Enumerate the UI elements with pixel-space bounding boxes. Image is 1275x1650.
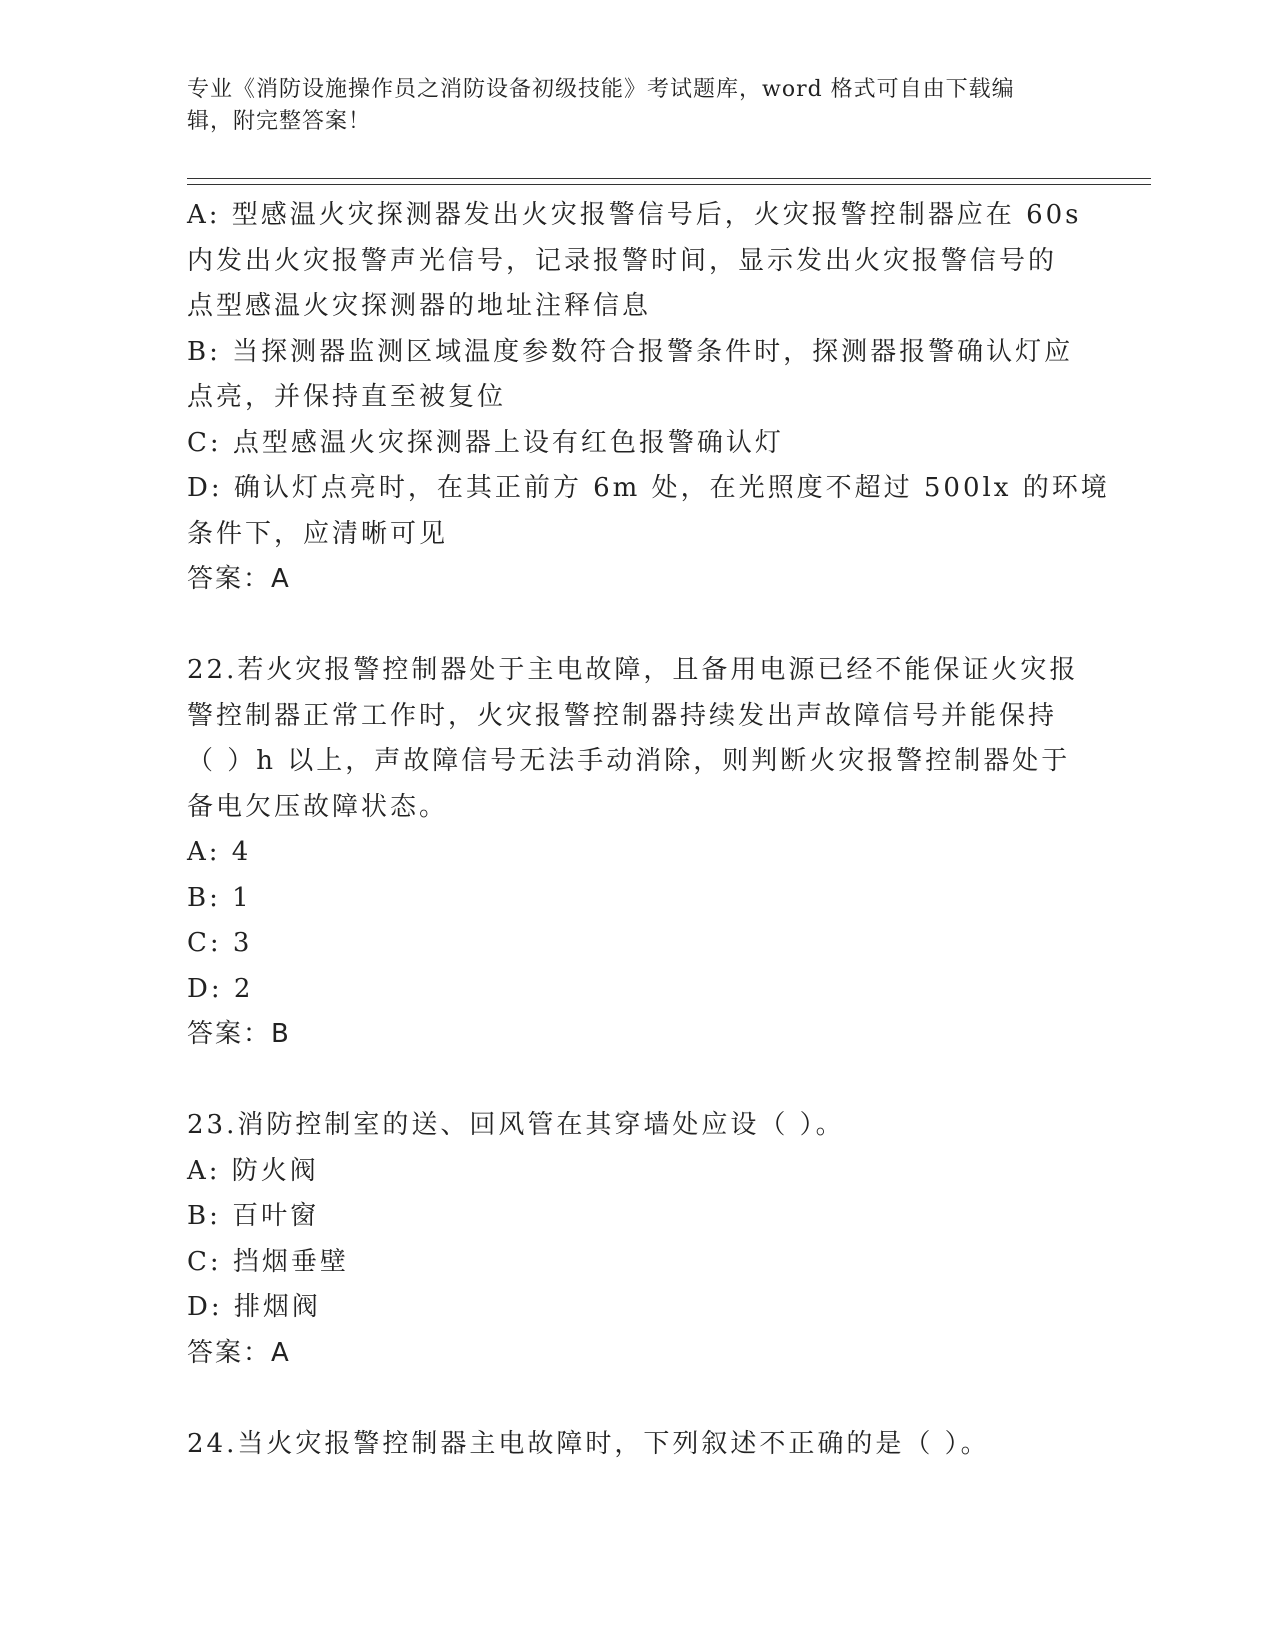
q23-option-b: B: 百叶窗: [187, 1201, 320, 1231]
q21-option-a-line-2: 内发出火灾报警声光信号，记录报警时间，显示发出火灾报警信号的: [187, 245, 1058, 276]
q21-option-a-line-3: 点型感温火灾探测器的地址注释信息: [187, 291, 652, 321]
q22-answer: 答案：B: [187, 1019, 291, 1049]
q22-stem-line-1: 22.若火灾报警控制器处于主电故障，且备用电源已经不能保证火灾报: [187, 655, 1079, 685]
question-24: [187, 1422, 1087, 1468]
spacer: [187, 603, 1087, 649]
q21-option-b-line-2: 点亮，并保持直至被复位: [187, 382, 507, 412]
question-23: [187, 1103, 1087, 1376]
q21-answer: 答案：A: [187, 564, 291, 594]
document-header: [187, 74, 1067, 138]
q21-option-d-line-1: D: 确认灯点亮时，在其正前方 6m 处，在光照度不超过 500lx 的环境: [187, 473, 1110, 503]
q22-stem-line-3: （ ）h 以上，声故障信号无法手动消除，则判断火灾报警控制器处于: [187, 746, 1071, 776]
q21-option-c: C: 点型感温火灾探测器上设有红色报警确认灯: [187, 427, 784, 458]
q23-option-a: A: 防火阀: [187, 1155, 319, 1186]
q23-option-d: D: 排烟阀: [187, 1292, 321, 1322]
q21-option-d-line-2: 条件下，应清晰可见: [187, 518, 449, 549]
question-22: [187, 648, 1087, 1058]
q22-option-b: B: 1: [187, 882, 252, 913]
header-line-1: 专业《消防设施操作员之消防设备初级技能》考试题库，word 格式可自由下载编: [187, 77, 1015, 102]
q21-option-b-line-1: B: 当探测器监测区域温度参数符合报警条件时，探测器报警确认灯应: [187, 336, 1074, 367]
q23-answer: 答案：A: [187, 1337, 291, 1368]
header-line-2: 辑，附完整答案！: [187, 109, 372, 134]
header-divider-top: [187, 178, 1151, 179]
q22-option-d: D: 2: [187, 973, 254, 1004]
q22-stem-line-4: 备电欠压故障状态。: [187, 791, 449, 822]
q24-stem: 24.当火灾报警控制器主电故障时，下列叙述不正确的是（ ）。: [187, 1428, 990, 1459]
question-21-options: [187, 193, 1110, 603]
header-divider-bottom: [187, 184, 1151, 185]
document-body: [187, 193, 1110, 1467]
q23-option-c: C: 挡烟垂壁: [187, 1246, 349, 1277]
q21-option-a-line-1: A: 型感温火灾探测器发出火灾报警信号后，火灾报警控制器应在 60s: [187, 200, 1082, 230]
spacer: [187, 1376, 1087, 1422]
q22-option-a: A: 4: [187, 837, 252, 867]
q23-stem: 23.消防控制室的送、回风管在其穿墙处应设（ ）。: [187, 1110, 845, 1140]
spacer: [187, 1058, 1087, 1104]
q22-stem-line-2: 警控制器正常工作时，火灾报警控制器持续发出声故障信号并能保持: [187, 700, 1058, 731]
q22-option-c: C: 3: [187, 928, 253, 958]
